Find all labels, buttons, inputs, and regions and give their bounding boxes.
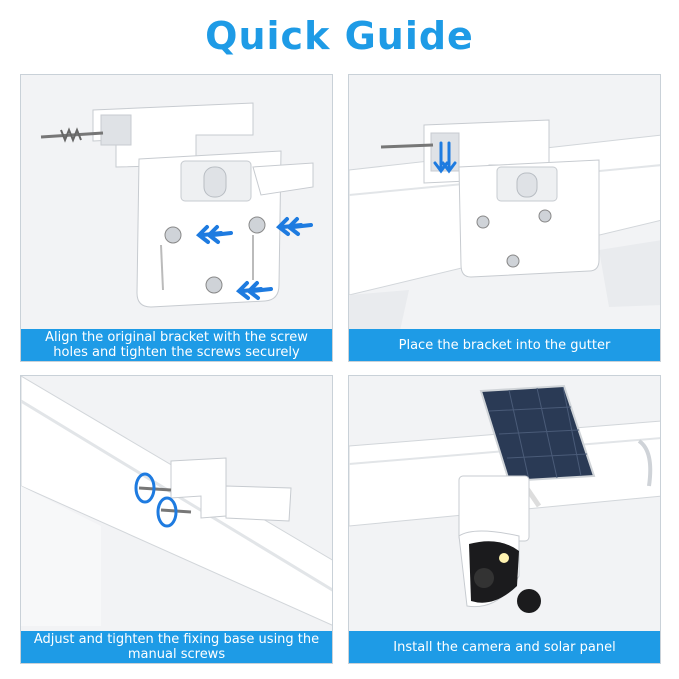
step-3-illustration xyxy=(21,376,333,664)
step-1-panel xyxy=(20,74,333,362)
step-1-caption: Align the original bracket with the screw holes and tighten the screws securely xyxy=(21,329,332,361)
step-3-caption: Adjust and tighten the fixing base using the manual screws xyxy=(21,631,332,663)
page-title: Quick Guide xyxy=(205,14,474,58)
step-4-panel xyxy=(348,375,661,664)
step-2-illustration xyxy=(349,75,661,362)
camera-icon xyxy=(459,476,541,613)
step-4-caption: Install the camera and solar panel xyxy=(349,631,660,663)
bracket-icon xyxy=(41,103,313,307)
step-2-panel xyxy=(348,74,661,362)
step-1-illustration xyxy=(21,75,333,362)
step-2-caption: Place the bracket into the gutter xyxy=(349,329,660,361)
step-3-panel xyxy=(20,375,333,664)
step-4-illustration xyxy=(349,376,661,664)
